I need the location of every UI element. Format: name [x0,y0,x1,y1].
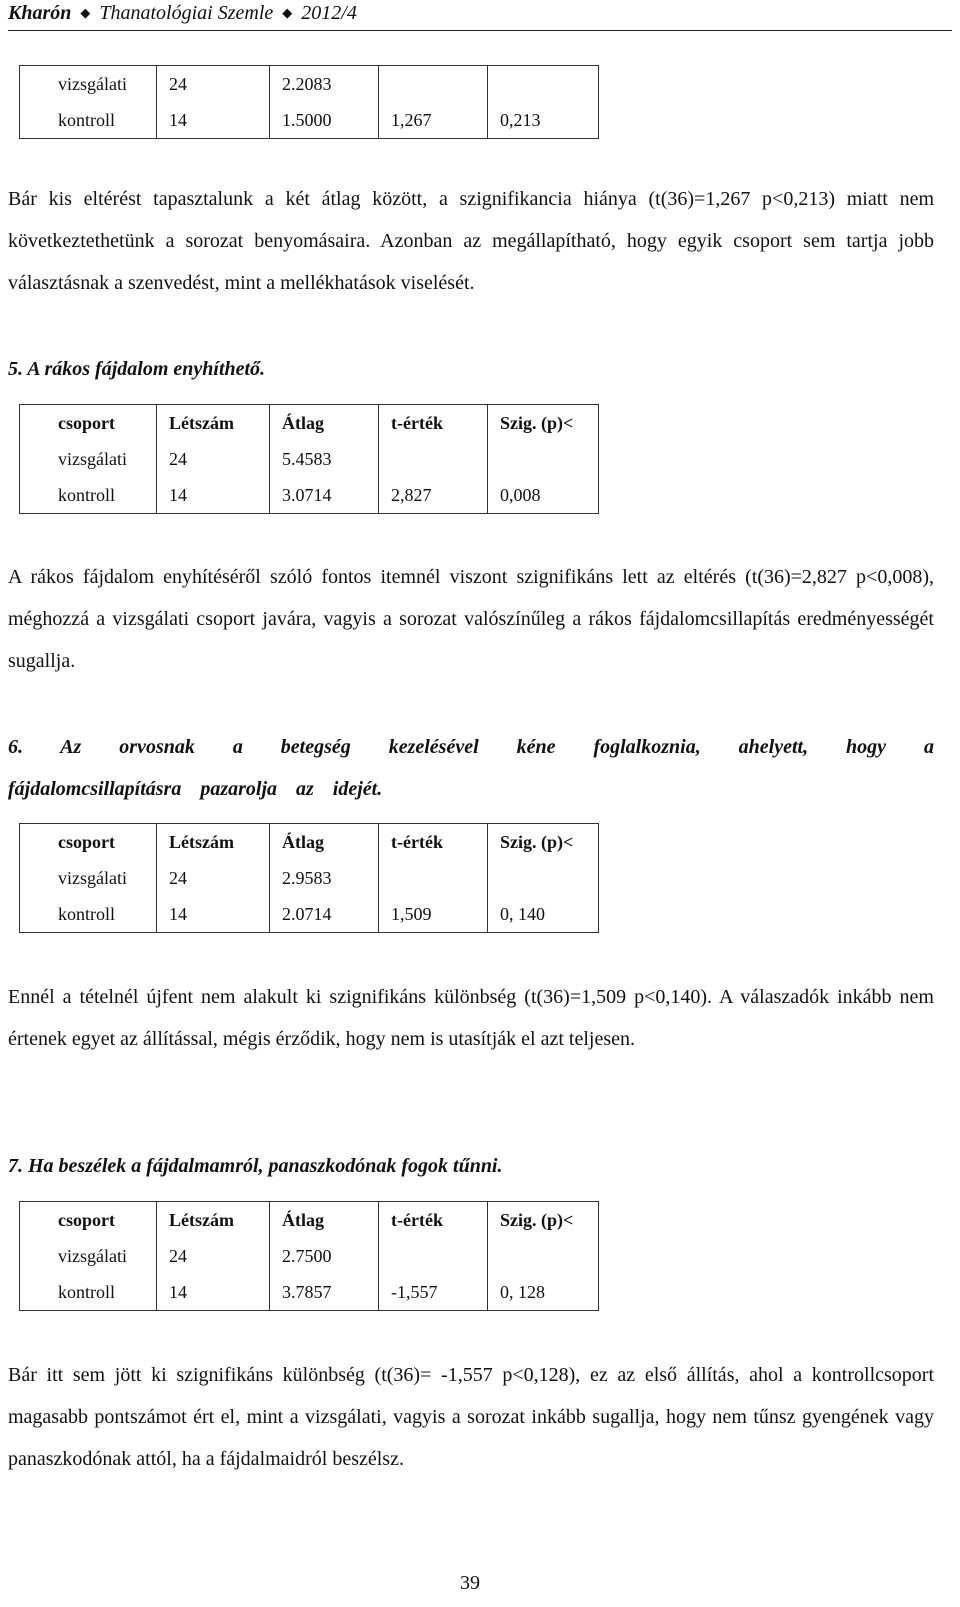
table-cell: vizsgálati [20,441,157,477]
table-cell [488,860,599,896]
table-cell: kontroll [20,102,157,139]
table-cell: kontroll [20,1274,157,1311]
diamond-separator-icon: ◆ [282,5,293,20]
diamond-separator-icon: ◆ [80,5,91,20]
table-cell: -1,557 [379,1274,488,1311]
table-cell: 2.7500 [270,1238,379,1274]
column-header: Létszám [157,824,270,861]
table-row [20,66,599,103]
table-cell: 1.5000 [270,102,379,139]
table-cell: 1,509 [379,896,488,933]
table-cell: 3.7857 [270,1274,379,1311]
stats-table-6 [19,823,599,933]
table-cell: vizsgálati [20,66,157,103]
table-cell: 2.2083 [270,66,379,103]
paragraph: Bár itt sem jött ki szignifikáns különbség (t(36)= -1,557 p<0,128), ez az első állítás, ahol a kontrollcsoport magasabb pontszámot ért el, mint a vizsgálati, vagyis a sorozat inkább sugallja, hogy nem tűnsz gyengének vagy panaszkodónak attól, ha a fájdalmaidról beszélsz. [8,1364,934,1470]
column-header: Átlag [270,824,379,861]
table-row [20,102,599,139]
table-cell [488,441,599,477]
table-cell [379,1238,488,1274]
column-header: t-érték [379,405,488,442]
column-header: Létszám [157,405,270,442]
column-header: csoport [20,1202,157,1239]
column-header: csoport [20,405,157,442]
column-header: Szig. (p)< [488,824,599,861]
table-cell: vizsgálati [20,860,157,896]
table-cell: 0,213 [488,102,599,139]
column-header: t-érték [379,1202,488,1239]
table-header-row [20,405,599,442]
table-row [20,1238,599,1274]
table-row [20,896,599,933]
column-header: Átlag [270,405,379,442]
paragraph: Ennél a tételnél újfent nem alakult ki szignifikáns különbség (t(36)=1,509 p<0,140). A válaszadók inkább nem értenek egyet az állítással, mégis érződik, hogy nem is utasítják el azt teljesen. [8,986,934,1050]
paragraph: Bár kis eltérést tapasztalunk a két átlag között, a szignifikancia hiánya (t(36)=1,267 p<0,213) miatt nem következtethetünk a sorozat benyomásaira. Azonban az megállapítható, hogy egyik csoport sem tartja jobb választásnak a szenvedést, mint a mellékhatások viselését. [8,188,934,294]
column-header: Létszám [157,1202,270,1239]
stats-table-7 [19,1201,599,1311]
table-cell: 24 [157,1238,270,1274]
table-cell [379,441,488,477]
table-header-row [20,824,599,861]
table-cell: 24 [157,860,270,896]
table-cell: 5.4583 [270,441,379,477]
journal-name: Kharón [8,2,72,24]
table-cell [379,860,488,896]
table-cell: kontroll [20,477,157,514]
table-cell: 14 [157,477,270,514]
column-header: Szig. (p)< [488,1202,599,1239]
table-cell: 14 [157,896,270,933]
column-header: csoport [20,824,157,861]
table-cell: vizsgálati [20,1238,157,1274]
table-cell: 2.9583 [270,860,379,896]
stats-table-5 [19,404,599,514]
table-row [20,477,599,514]
table-cell: 2,827 [379,477,488,514]
table-cell: 24 [157,441,270,477]
section-heading-7: 7. Ha beszélek a fájdalmamról, panaszkodónak fogok tűnni. [8,1155,503,1177]
section-heading-5: 5. A rákos fájdalom enyhíthető. [8,358,266,380]
paragraph: A rákos fájdalom enyhítéséről szóló fontos itemnél viszont szignifikáns lett az eltérés (t(36)=2,827 p<0,008), méghozzá a vizsgálati csoport javára, vagyis a sorozat valószínűleg a rákos fájdalomcsillapítás eredményességét sugallja. [8,566,934,672]
table-header-row [20,1202,599,1239]
table-cell [379,66,488,103]
page-number: 39 [460,1572,480,1594]
table-cell: 14 [157,1274,270,1311]
table-cell: 0, 128 [488,1274,599,1311]
column-header: Szig. (p)< [488,405,599,442]
table-cell: 24 [157,66,270,103]
table-row [20,1274,599,1311]
journal-subtitle: Thanatológiai Szemle [99,2,274,24]
table-cell: 0, 140 [488,896,599,933]
table-cell: 1,267 [379,102,488,139]
table-cell: kontroll [20,896,157,933]
table-cell [488,1238,599,1274]
table-cell: 0,008 [488,477,599,514]
table-row [20,441,599,477]
table-cell: 14 [157,102,270,139]
column-header: Átlag [270,1202,379,1239]
column-header: t-érték [379,824,488,861]
table-row [20,860,599,896]
table-cell [488,66,599,103]
table-cell: 2.0714 [270,896,379,933]
table-cell: 3.0714 [270,477,379,514]
journal-issue: 2012/4 [301,2,357,24]
running-header [8,0,952,31]
section-heading-6: 6. Az orvosnak a betegség kezelésével kéne foglalkoznia, ahelyett, hogy a fájdalomcsillapításra pazarolja az idejét. [8,736,934,800]
stats-table-4 [19,65,599,139]
